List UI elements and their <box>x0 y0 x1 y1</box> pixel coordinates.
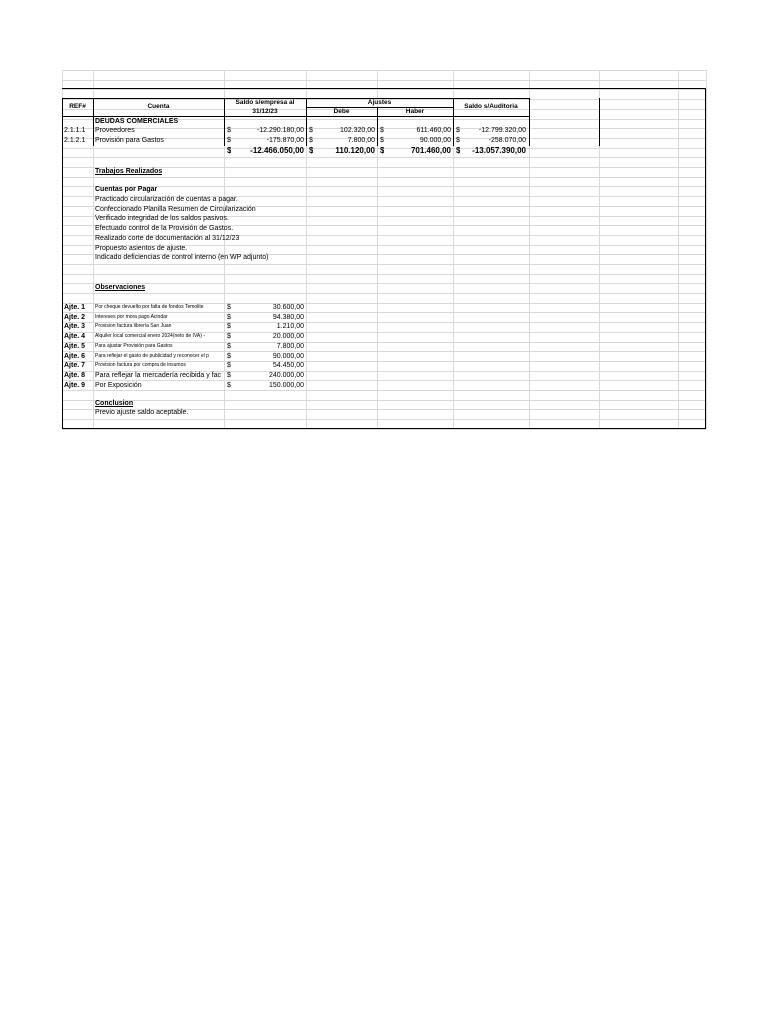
trabajos-subtitle: Cuentas por Pagar <box>95 186 158 193</box>
ajuste-amount: 54.450,00 <box>272 362 304 370</box>
trabajo-item: Efectuado control de la Provisión de Gastos. <box>95 225 234 233</box>
header-ref: REF# <box>69 103 86 110</box>
row-currency: $ <box>380 136 384 144</box>
ajuste-amount: 1.210,00 <box>276 323 304 331</box>
total-currency: $ <box>227 146 232 155</box>
ajuste-ref: Ajte. 6 <box>64 352 86 360</box>
total-haber: 701.460,00 <box>410 146 451 155</box>
row-auditoria: -12.799.320,00 <box>478 127 526 134</box>
row-currency: $ <box>380 127 384 134</box>
row-haber: 611.460,00 <box>416 127 451 134</box>
header-cuenta: Cuenta <box>147 103 170 110</box>
ajuste-ref: Ajte. 8 <box>64 371 86 379</box>
ajuste-currency: $ <box>227 362 231 370</box>
ajuste-descripcion: Provision factura librería San Juan <box>95 323 172 330</box>
total-currency: $ <box>380 146 385 155</box>
ajuste-descripcion: Para reflejar el gasto de publicidad y reconocer el p <box>95 352 209 359</box>
ajuste-amount: 20.000,00 <box>272 333 304 341</box>
ajuste-currency: $ <box>227 313 231 321</box>
row-currency: $ <box>227 127 231 134</box>
ajuste-currency: $ <box>227 323 231 331</box>
ajuste-descripcion: Para reflejar la mercadería recibida y fac <box>95 371 222 379</box>
grid-col-line <box>706 70 707 429</box>
section-title: DEUDAS COMERCIALES <box>95 118 179 125</box>
row-ref: 2.1.1.1 <box>64 127 86 134</box>
grid-col-line <box>678 70 679 429</box>
row-saldo: -12.290.180,00 <box>256 127 304 134</box>
total-auditoria: -13.057.390,00 <box>472 146 526 155</box>
border-left <box>62 98 63 429</box>
ajuste-ref: Ajte. 9 <box>64 381 86 389</box>
row-currency: $ <box>456 136 460 144</box>
ajuste-descripcion: Por Exposición <box>95 381 142 389</box>
header-saldo-auditoria: Saldo s/Auditoria <box>464 103 518 110</box>
row-debe: 7.800,00 <box>347 136 375 144</box>
ajuste-currency: $ <box>227 352 231 360</box>
ajuste-ref: Ajte. 4 <box>64 333 86 341</box>
row-currency: $ <box>309 127 313 134</box>
total-currency: $ <box>309 146 314 155</box>
row-ref: 2.1.2.1 <box>64 136 86 144</box>
border-bottom <box>62 428 706 429</box>
trabajo-item: Indicado deficiencias de control interno (en WP adjunto) <box>95 254 269 262</box>
header-saldo-empresa-line1: Saldo s/empresa al <box>235 99 295 106</box>
ajuste-ref: Ajte. 3 <box>64 323 86 331</box>
grid-row-line <box>62 283 706 284</box>
grid-row-line <box>62 80 706 81</box>
trabajo-item: Realizado corte de documentación al 31/12/23 <box>95 234 240 242</box>
ajuste-ref: Ajte. 1 <box>64 304 86 311</box>
ajuste-descripcion: Para ajustar Provisión para Gastos <box>95 342 173 349</box>
observaciones-title: Observaciones <box>95 284 146 291</box>
header-ajustes: Ajustes <box>367 99 392 106</box>
ajuste-currency: $ <box>227 304 231 311</box>
grid-row-line <box>62 70 706 71</box>
row-currency: $ <box>456 127 460 134</box>
row-auditoria: -258.070,00 <box>488 136 526 144</box>
row-currency: $ <box>309 136 313 144</box>
grid-row-line <box>62 157 706 158</box>
trabajos-title: Trabajos Realizados <box>95 168 163 175</box>
trabajo-item: Practicado circularización de cuentas a pagar. <box>95 196 238 203</box>
header-haber: Haber <box>405 108 425 115</box>
ajuste-descripcion: Alquiler local comercial enero 2024(neto de IVA) - <box>95 333 205 340</box>
trabajo-item: Verificado integridad de los saldos pasivos. <box>95 215 229 223</box>
ajuste-amount: 7.800,00 <box>276 342 304 350</box>
header-debe: Debe <box>333 108 350 115</box>
ajuste-amount: 150.000,00 <box>268 381 304 389</box>
ajuste-ref: Ajte. 2 <box>64 313 86 321</box>
ajuste-currency: $ <box>227 371 231 379</box>
grid-row-line <box>62 128 706 129</box>
ajuste-currency: $ <box>227 342 231 350</box>
conclusion-text: Previo ajuste saldo aceptable. <box>95 409 189 416</box>
ajuste-ref: Ajte. 5 <box>64 342 86 350</box>
conclusion-title: Conclusion <box>95 400 134 407</box>
ajuste-descripcion: Provision factura por compra de insumos <box>95 362 186 369</box>
border-audit <box>529 98 530 146</box>
grid-row-line <box>62 89 706 90</box>
ajuste-descripcion: Por cheque devuelto por falta de fondos Temolite <box>95 304 204 310</box>
spreadsheet <box>62 70 706 429</box>
grid-row-line <box>62 264 706 265</box>
grid-row-line <box>62 177 706 178</box>
border-top <box>62 88 706 89</box>
border-extra <box>599 98 600 146</box>
ajuste-ref: Ajte. 7 <box>64 362 86 370</box>
row-haber: 90.000,00 <box>419 136 451 144</box>
ajuste-currency: $ <box>227 333 231 341</box>
ajuste-amount: 30.600,00 <box>272 304 304 311</box>
row-cuenta: Proveedores <box>95 127 135 134</box>
grid-row-line <box>62 390 706 391</box>
ajuste-descripcion: Intereses por mora pago Acindar <box>95 313 168 320</box>
grid-row-line <box>62 429 706 430</box>
border-right <box>705 88 706 429</box>
trabajo-item: Propuesto asientos de ajuste. <box>95 244 188 252</box>
grid-row-line <box>62 274 706 275</box>
grid-row-line <box>62 419 706 420</box>
row-saldo: -175.870,00 <box>266 136 304 144</box>
total-saldo: -12.466.050,00 <box>250 146 304 155</box>
ajuste-amount: 90.000,00 <box>272 352 304 360</box>
grid-row-line <box>62 400 706 401</box>
row-debe: 102.320,00 <box>339 127 375 134</box>
ajuste-amount: 240.000,00 <box>268 371 304 379</box>
row-currency: $ <box>227 136 231 144</box>
trabajo-item: Confeccionado Planilla Resumen de Circularización <box>95 205 256 213</box>
grid-row-line <box>62 293 706 294</box>
ajuste-amount: 94.380,00 <box>272 313 304 321</box>
grid-row-line <box>62 186 706 187</box>
ajuste-currency: $ <box>227 381 231 389</box>
header-saldo-empresa-line2: 31/12/23 <box>252 108 278 115</box>
row-cuenta: Provisión para Gastos <box>95 136 164 144</box>
total-currency: $ <box>456 146 461 155</box>
total-debe: 110.120,00 <box>335 146 375 155</box>
